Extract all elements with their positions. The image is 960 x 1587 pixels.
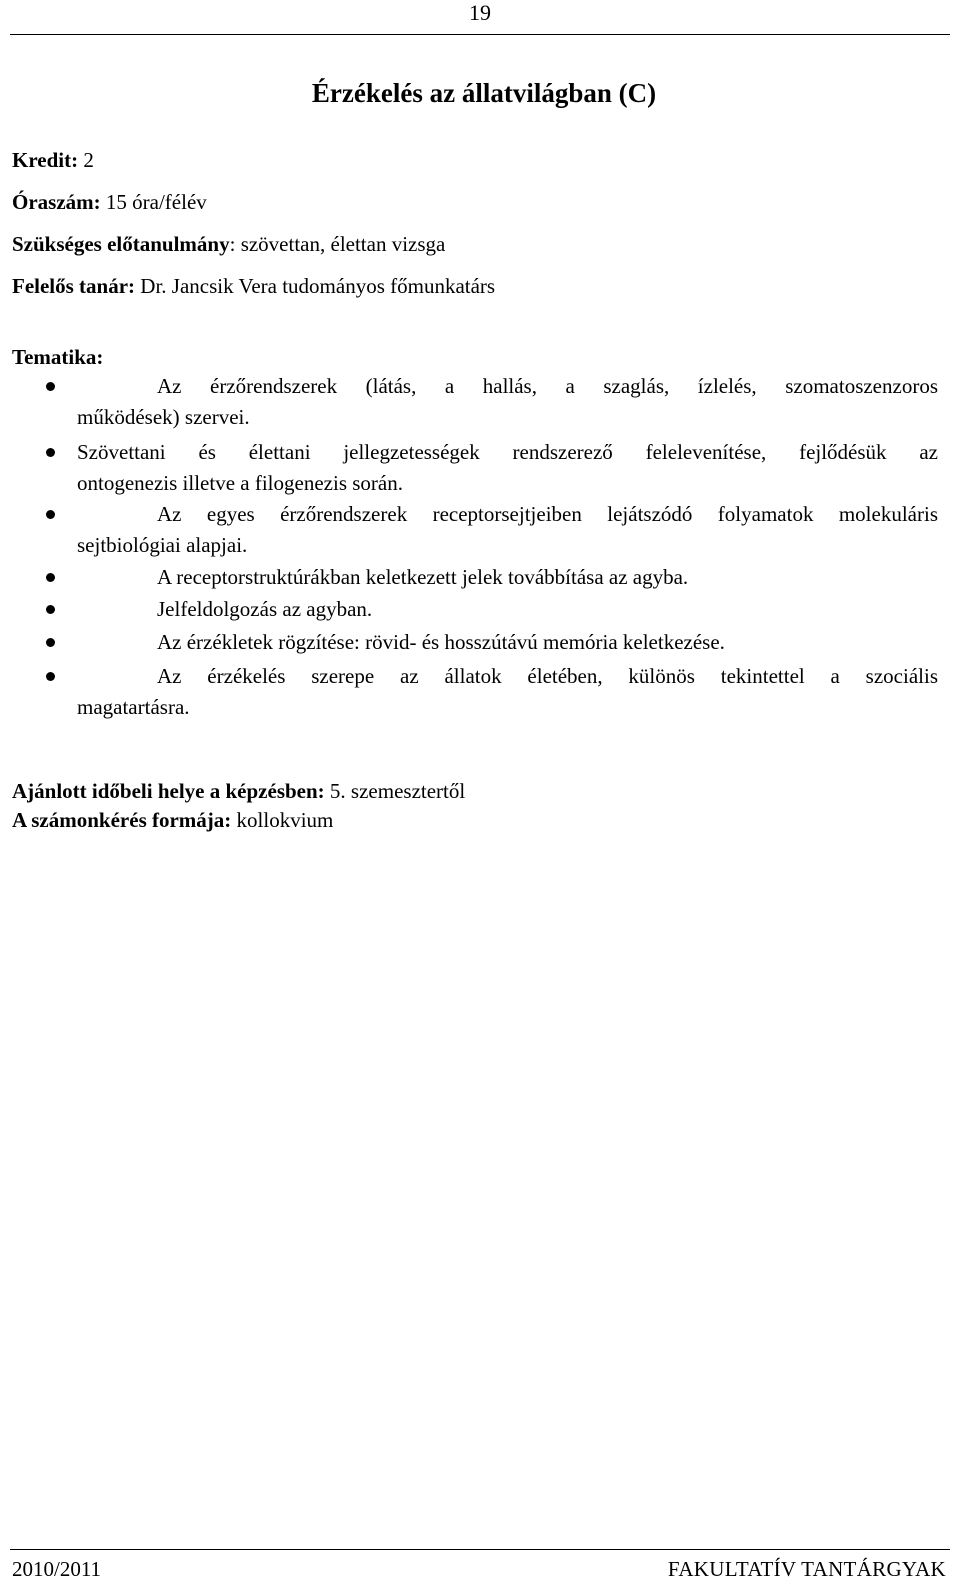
szamonkeres-label: A számonkérés formája: [12, 808, 232, 832]
kredit-field [12, 147, 94, 173]
list-item [77, 437, 938, 499]
felelos-field [12, 273, 495, 299]
bullet-icon [46, 605, 55, 614]
bullet-icon [46, 672, 55, 681]
header-rule [10, 34, 950, 35]
bullet-icon [46, 448, 55, 457]
kredit-label: Kredit: [12, 148, 79, 172]
ajanlott-label: Ajánlott időbeli helye a képzésben: [12, 779, 325, 803]
list-item [77, 371, 938, 433]
list-item [77, 594, 938, 625]
szamonkeres-field [12, 807, 333, 833]
szamonkeres-value: kollokvium [231, 808, 334, 832]
bullet-icon [46, 638, 55, 647]
list-item-text: Az érzékletek rögzítése: rövid- és hosszútávú memória keletkezése. [157, 630, 725, 654]
list-item [77, 661, 938, 723]
tematika-heading: Tematika: [12, 345, 104, 369]
elotanulmany-value: : szövettan, élettan vizsga [229, 232, 446, 256]
list-item-text: A receptorstruktúrákban keletkezett jelek továbbítása az agyba. [157, 565, 689, 589]
bullet-icon [46, 382, 55, 391]
oraszam-field [12, 189, 207, 215]
list-item-continuation: sejtbiológiai alapjai. [77, 533, 248, 557]
ajanlott-value: 5. szemesztertől [324, 779, 466, 803]
elotanulmany-field [12, 231, 445, 257]
ajanlott-field [12, 778, 465, 804]
oraszam-value: 15 óra/félév [100, 190, 207, 214]
footer-rule [10, 1549, 950, 1550]
list-item [77, 627, 938, 658]
list-item [77, 562, 938, 593]
list-item-text: Az érzékelés szerepe az állatok életében, különös tekintettel a szociális [157, 664, 938, 688]
list-item-text: Az érzőrendszerek (látás, a hallás, a szaglás, ízlelés, szomatoszenzoros [157, 374, 938, 398]
list-item-text: Szövettani és élettani jellegzetességek rendszerező felelevenítése, fejlődésük az [77, 440, 938, 464]
list-item-continuation: magatartásra. [77, 695, 190, 719]
list-item-text: Jelfeldolgozás az agyban. [157, 597, 373, 621]
elotanulmany-label: Szükséges előtanulmány [12, 232, 230, 256]
kredit-value: 2 [78, 148, 94, 172]
list-item-continuation: ontogenezis illetve a filogenezis során. [77, 471, 403, 495]
list-item [77, 499, 938, 561]
course-title: Érzékelés az állatvilágban (C) [311, 78, 657, 108]
felelos-label: Felelős tanár: [12, 274, 136, 298]
list-item-text: Az egyes érzőrendszerek receptorsejtjeiben lejátszódó folyamatok molekuláris [157, 502, 938, 526]
oraszam-label: Óraszám: [12, 190, 101, 214]
footer-year: 2010/2011 [12, 1557, 102, 1581]
bullet-icon [46, 510, 55, 519]
felelos-value: Dr. Jancsik Vera tudományos főmunkatárs [135, 274, 496, 298]
bullet-icon [46, 573, 55, 582]
page-number: 19 [469, 0, 491, 25]
footer-section: FAKULTATÍV TANTÁRGYAK [667, 1557, 946, 1581]
list-item-continuation: működések) szervei. [77, 405, 250, 429]
